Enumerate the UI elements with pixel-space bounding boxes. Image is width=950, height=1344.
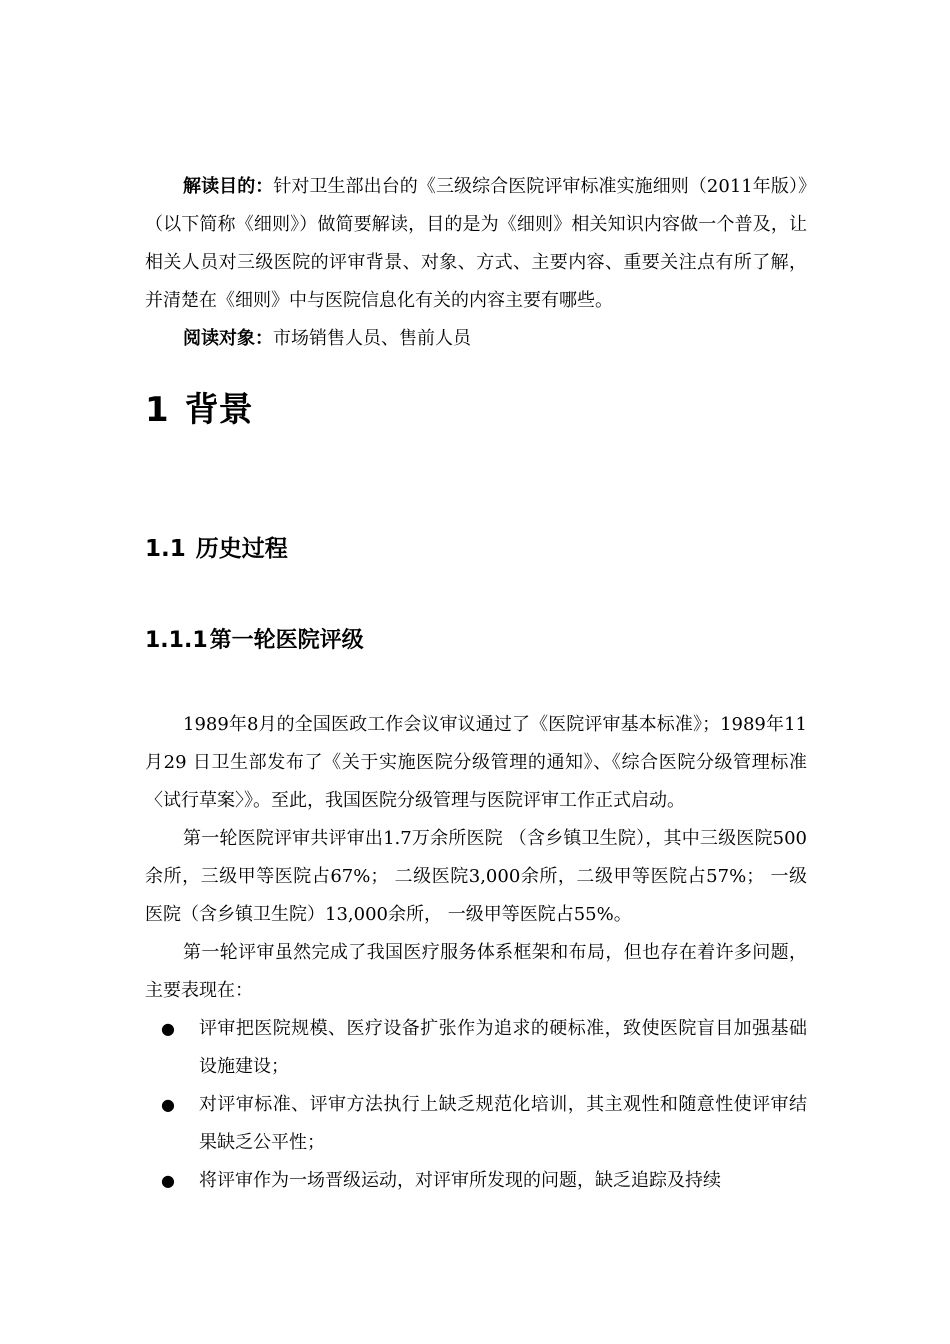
issues-list bbox=[145, 1010, 807, 1200]
audience-text: 市场销售人员、售前人员 bbox=[273, 328, 471, 349]
list-item bbox=[101, 1086, 807, 1162]
body-paragraph-3: 第一轮评审虽然完成了我国医疗服务体系框架和布局，但也存在着许多问题，主要表现在： bbox=[145, 942, 807, 1001]
heading-1-title: 背景 bbox=[184, 390, 253, 430]
audience-label: 阅读对象： bbox=[183, 328, 273, 349]
intro-section bbox=[145, 168, 807, 358]
heading-level-1 bbox=[145, 390, 253, 430]
heading-level-2 bbox=[145, 534, 288, 564]
purpose-text: 针对卫生部出台的《三级综合医院评审标准实施细则（2011年版）》（以下简称《细则》）做简要解读，目的是为《细则》相关知识内容做一个普及，让相关人员对三级医院的评审背景、对象、方式、主要内容、重要关注点有所了解，并清楚在《细则》中与医院信息化有关的内容主要有哪些。 bbox=[145, 176, 808, 311]
heading-2-title: 历史过程 bbox=[195, 536, 288, 562]
body-paragraph-2: 第一轮医院评审共评审出1.7万余所医院 （含乡镇卫生院），其中三级医院500余所，三级甲等医院占67%； 二级医院3,000余所，二级甲等医院占57%； 一级医院（含乡镇卫生院）13,000余所， 一级甲等医院占55%。 bbox=[145, 828, 807, 925]
bullet-icon: ● bbox=[161, 1095, 175, 1114]
audience-paragraph bbox=[145, 320, 807, 358]
list-item bbox=[101, 1010, 807, 1086]
list-item bbox=[101, 1162, 807, 1200]
heading-3-title: 第一轮医院评级 bbox=[209, 628, 364, 653]
list-item-text: 评审把医院规模、医疗设备扩张作为追求的硬标准，致使医院盲目加强基础设施建设； bbox=[199, 1018, 807, 1077]
heading-3-number: 1.1.1 bbox=[145, 628, 208, 653]
section-body bbox=[145, 706, 807, 1200]
body-paragraph-1: 1989年8月的全国医政工作会议审议通过了《医院评审基本标准》；1989年11月29 日卫生部发布了《关于实施医院分级管理的通知》、《综合医院分级管理标准〈试行草案〉》。至此，我国医院分级管理与医院评审工作正式启动。 bbox=[145, 714, 807, 811]
heading-1-number: 1 bbox=[145, 390, 169, 430]
purpose-paragraph bbox=[145, 168, 807, 320]
heading-2-number: 1.1 bbox=[145, 536, 186, 562]
list-item-text: 将评审作为一场晋级运动，对评审所发现的问题，缺乏追踪及持续 bbox=[199, 1170, 721, 1191]
purpose-label: 解读目的： bbox=[183, 176, 274, 197]
bullet-icon: ● bbox=[161, 1019, 175, 1038]
bullet-icon: ● bbox=[161, 1171, 175, 1190]
list-item-text: 对评审标准、评审方法执行上缺乏规范化培训，其主观性和随意性使评审结果缺乏公平性； bbox=[199, 1094, 807, 1153]
heading-level-3 bbox=[145, 626, 364, 656]
